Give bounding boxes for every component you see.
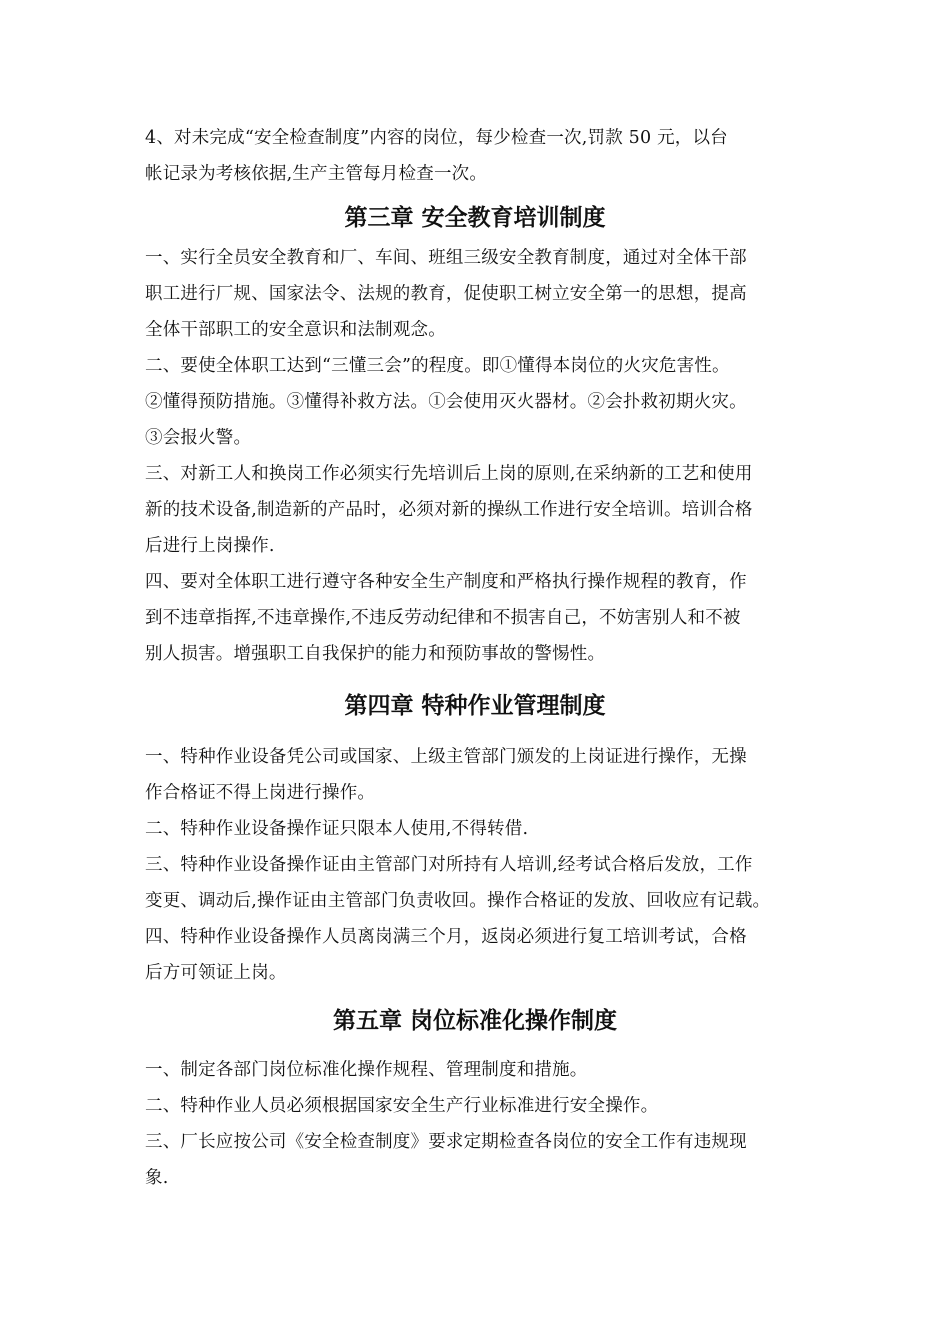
text-line: 作合格证不得上岗进行操作。 xyxy=(145,783,376,803)
chapter-heading: 第四章 特种作业管理制度 xyxy=(344,693,606,719)
text-line: 变更、调动后,操作证由主管部门负责收回。操作合格证的发放、回收应有记载。 xyxy=(145,891,771,911)
text-line: 四、要对全体职工进行遵守各种安全生产制度和严格执行操作规程的教育，作 xyxy=(145,572,747,592)
paragraph xyxy=(145,1052,825,1088)
paragraph xyxy=(145,847,825,919)
paragraph xyxy=(145,1124,825,1196)
paragraph-item-4 xyxy=(145,120,825,192)
text-line: ③会报火警。 xyxy=(145,428,252,448)
paragraph xyxy=(145,811,825,847)
paragraph xyxy=(145,456,825,564)
chapter-heading: 第五章 岗位标准化操作制度 xyxy=(332,1008,617,1034)
text-line: 三、对新工人和换岗工作必须实行先培训后上岗的原则,在采纳新的工艺和使用 xyxy=(145,464,753,484)
paragraph xyxy=(145,919,825,991)
text-line: 后方可领证上岗。 xyxy=(145,963,287,983)
text-line: 一、制定各部门岗位标准化操作规程、管理制度和措施。 xyxy=(145,1060,588,1080)
text-line: 三、厂长应按公司《安全检查制度》要求定期检查各岗位的安全工作有违规现 xyxy=(145,1132,747,1152)
text-line: 到不违章指挥,不违章操作,不违反劳动纪律和不损害自己，不妨害别人和不被 xyxy=(145,608,741,628)
paragraph xyxy=(145,1088,825,1124)
text-line: 4、对未完成“安全检查制度”内容的岗位，每少检查一次,罚款 50 元，以台 xyxy=(145,128,728,148)
text-line: 四、特种作业设备操作人员离岗满三个月，返岗必须进行复工培训考试，合格 xyxy=(145,927,747,947)
text-line: 二、特种作业人员必须根据国家安全生产行业标准进行安全操作。 xyxy=(145,1096,659,1116)
paragraph xyxy=(145,240,825,348)
text-line: 别人损害。增强职工自我保护的能力和预防事故的警惕性。 xyxy=(145,644,606,664)
text-line: 帐记录为考核依据,生产主管每月检查一次。 xyxy=(145,164,488,184)
text-line: ②懂得预防措施。③懂得补救方法。①会使用灭火器材。②会扑救初期火灾。 xyxy=(145,392,747,412)
paragraph xyxy=(145,739,825,811)
text-line: 一、实行全员安全教育和厂、车间、班组三级安全教育制度，通过对全体干部 xyxy=(145,248,747,268)
text-line: 一、特种作业设备凭公司或国家、上级主管部门颁发的上岗证进行操作，无操 xyxy=(145,747,747,767)
text-line: 二、特种作业设备操作证只限本人使用,不得转借. xyxy=(145,819,529,839)
text-line: 职工进行厂规、国家法令、法规的教育，促使职工树立安全第一的思想，提高 xyxy=(145,284,747,304)
paragraph xyxy=(145,348,825,456)
text-line: 后进行上岗操作. xyxy=(145,536,275,556)
text-line: 全体干部职工的安全意识和法制观念。 xyxy=(145,320,446,340)
text-line: 新的技术设备,制造新的产品时，必须对新的操纵工作进行安全培训。培训合格 xyxy=(145,500,753,520)
text-line: 二、要使全体职工达到“三懂三会”的程度。即①懂得本岗位的火灾危害性。 xyxy=(145,356,730,376)
paragraph xyxy=(145,564,825,672)
chapter-heading: 第三章 安全教育培训制度 xyxy=(344,205,606,231)
text-line: 象. xyxy=(145,1168,169,1188)
text-line: 三、特种作业设备操作证由主管部门对所持有人培训,经考试合格后发放，工作 xyxy=(145,855,753,875)
